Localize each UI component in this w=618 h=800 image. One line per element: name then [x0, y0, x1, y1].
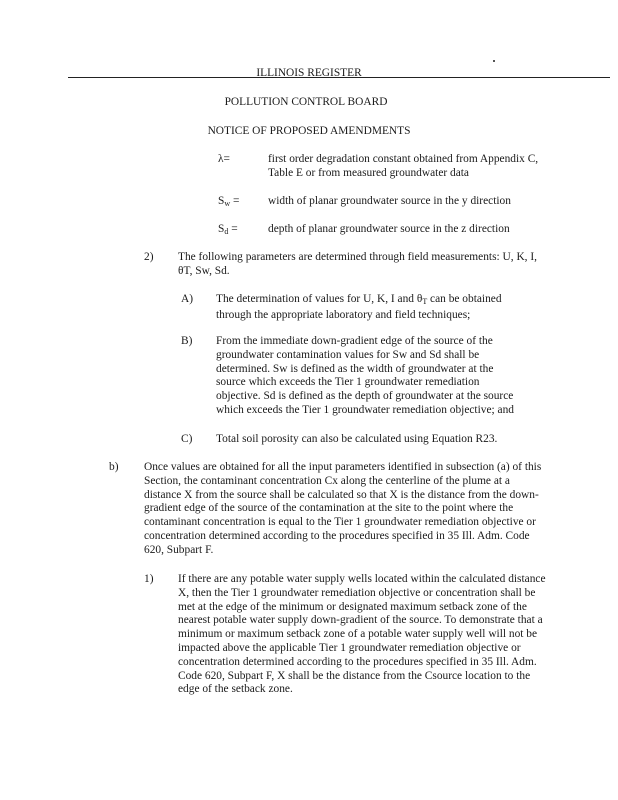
- def-sw-symbol-main: S: [218, 195, 225, 207]
- item2c-text: Total soil porosity can also be calculated using Equation R23.: [216, 433, 498, 445]
- def-sd-symbol-sub: d: [224, 227, 229, 236]
- scan-speck: [493, 60, 495, 62]
- def-sd-symbol: [218, 223, 238, 239]
- item2a-label: A): [181, 293, 194, 305]
- def-sd-symbol-main: S: [218, 223, 225, 235]
- item2a-text: [216, 293, 516, 323]
- def-sw-symbol-suffix: =: [230, 195, 240, 207]
- notice-title: NOTICE OF PROPOSED AMENDMENTS: [207, 125, 411, 137]
- item2a-text-sub: T: [422, 297, 428, 306]
- item2b-text: From the immediate down-gradient edge of the source of the groundwater contamination values for Sw and Sd shall be determined. Sw is defined as the width of groundwater at the source which exceeds the Tier 1 groundwater remediation objective. Sd is defined as the depth of groundwater at the source which exceeds the Tier 1 groundwater remediation objective; and: [216, 335, 514, 416]
- def-lambda-text: first order degradation constant obtained from Appendix C, Table E or from measured groundwater data: [268, 153, 539, 179]
- item2a-text-post: can be obtained through the appropriate laboratory and field techniques;: [216, 293, 502, 321]
- item1-number: 1): [144, 573, 154, 585]
- def-sd-text: depth of planar groundwater source in the z direction: [268, 223, 510, 235]
- def-sw-text: width of planar groundwater source in the y direction: [268, 195, 511, 207]
- item1-text: If there are any potable water supply wells located within the calculated distance X, then the Tier 1 groundwater remediation objective or concentration shall be met at the edge of the minimum or designated maximum setback zone of the nearest potable water supply down-gradient of the source. To demonstrate that a minimum or maximum setback zone of a potable water supply well will not be impacted above the applicable Tier 1 groundwater remediation objective or concentration determined according to the procedures specified in 35 Ill. Adm. Code 620, Subpart F, X shall be the distance from the Csource location to the edge of the setback zone.: [178, 573, 546, 696]
- def-sd-symbol-suffix: =: [228, 223, 238, 235]
- def-sw-symbol-sub: w: [224, 199, 231, 208]
- item2b-label: B): [181, 335, 193, 347]
- item2-text: The following parameters are determined through field measurements: U, K, I, θT, Sw, Sd.: [178, 251, 537, 277]
- agency-title: POLLUTION CONTROL BOARD: [224, 96, 388, 108]
- register-title: ILLINOIS REGISTER: [256, 67, 362, 79]
- item2c-label: C): [181, 433, 193, 445]
- item2-number: 2): [144, 251, 154, 263]
- item2a-text-pre: The determination of values for U, K, I and θ: [216, 293, 423, 305]
- itemb-text: Once values are obtained for all the input parameters identified in subsection (a) of this Section, the contaminant concentration Cx along the centerline of the plume at a distance X from the source shall be calculated so that X is the distance from the down-gradient edge of the source of the contamination at the site to the point where the contaminant concentration is equal to the Tier 1 groundwater remediation objective or concentration determined according to the procedures specified in 35 Ill. Adm. Code 620, Subpart F.: [144, 461, 542, 556]
- def-sw-symbol: [218, 195, 239, 211]
- def-lambda-symbol: λ=: [218, 153, 230, 165]
- itemb-label: b): [109, 461, 119, 473]
